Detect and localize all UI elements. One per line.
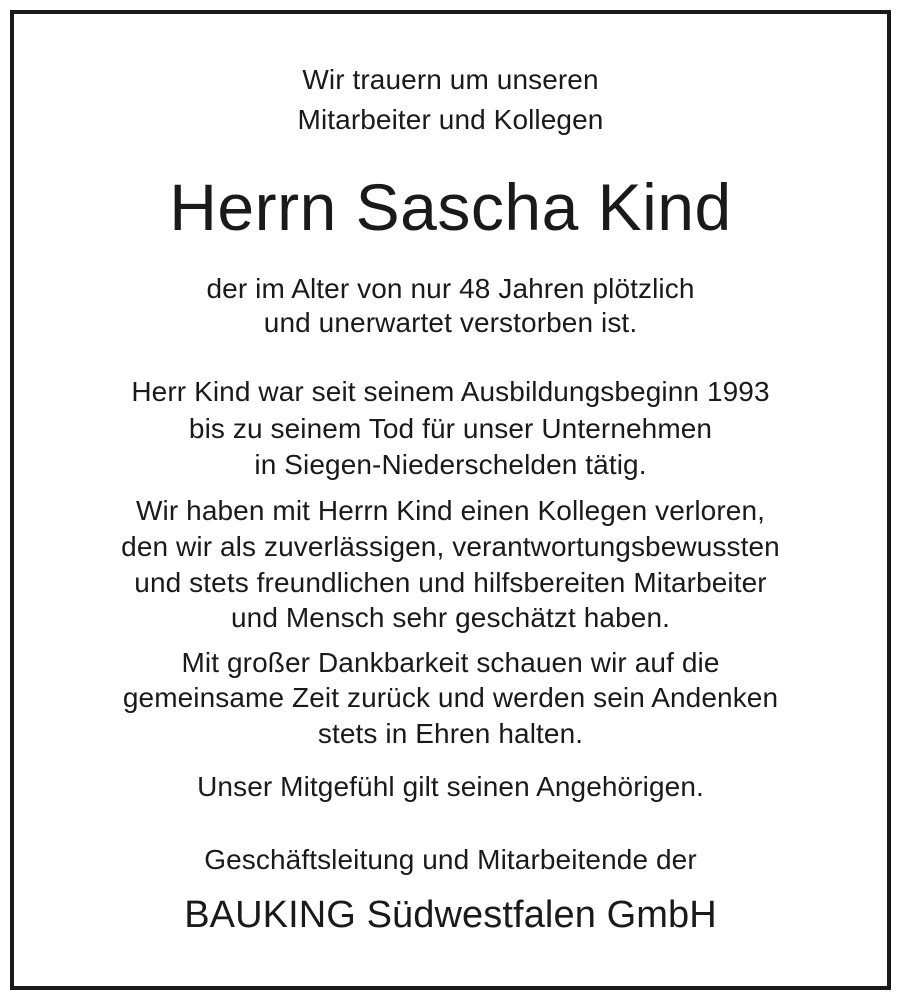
intro-line-1: Wir trauern um unseren [302, 64, 599, 95]
career-line-2: bis zu seinem Tod für unser Unternehmen [188, 413, 713, 444]
tribute-line-1: Wir haben mit Herrn Kind einen Kollegen verloren, [136, 495, 765, 526]
deceased-name: Herrn Sascha Kind [169, 170, 732, 244]
tribute-line-4: und Mensch sehr geschätzt haben. [230, 602, 671, 633]
age-line-2: und unerwartet verstorben ist. [263, 307, 638, 338]
career-line-3: in Siegen-Niederschelden tätig. [254, 449, 647, 480]
tribute-line-2: den wir als zuverlässigen, verantwortungsbewussten [121, 531, 780, 562]
gratitude-line-1: Mit großer Dankbarkeit schauen wir auf die [181, 647, 720, 678]
age-line-1: der im Alter von nur 48 Jahren plötzlich [206, 273, 695, 304]
intro-line-2: Mitarbeiter und Kollegen [297, 104, 604, 135]
gratitude-line-3: stets in Ehren halten. [317, 718, 584, 749]
gratitude-line-2: gemeinsame Zeit zurück und werden sein Andenken [122, 682, 779, 713]
tribute-line-3: und stets freundlichen und hilfsbereiten Mitarbeiter [134, 567, 767, 598]
career-line-1: Herr Kind war seit seinem Ausbildungsbeginn 1993 [131, 376, 770, 407]
signatory-line: Geschäftsleitung und Mitarbeitende der [204, 844, 697, 875]
company-name: BAUKING Südwestfalen GmbH [184, 894, 717, 936]
condolence-line: Unser Mitgefühl gilt seinen Angehörigen. [197, 771, 704, 802]
